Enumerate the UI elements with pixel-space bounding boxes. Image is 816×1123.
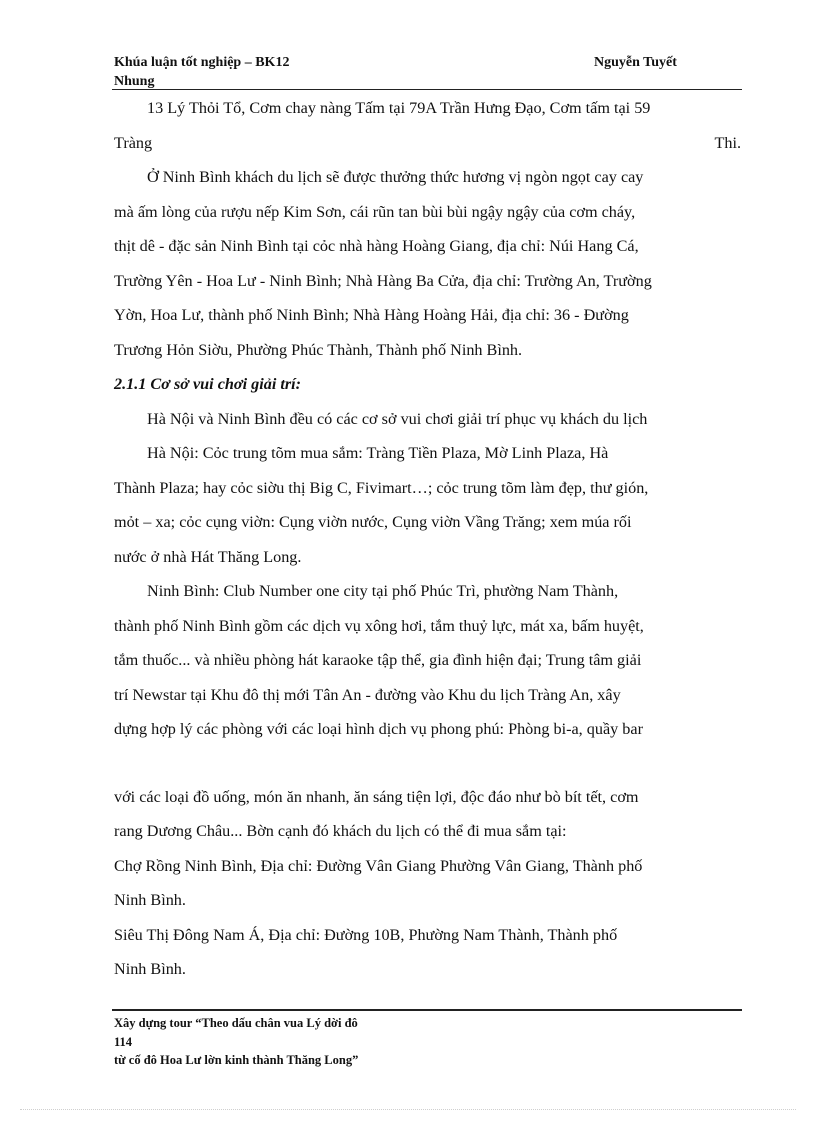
text-line: với các loại đồ uống, món ăn nhanh, ăn sáng tiện lợi, độc đáo như bò bít tết, cơm: [114, 787, 639, 806]
text-line: thịt dê - đặc sản Ninh Bình tại cỏc nhà hàng Hoàng Giang, địa chỉ: Núi Hang Cá,: [114, 237, 639, 255]
text-line: Chợ Rồng Ninh Bình, Địa chỉ: Đường Vân Giang Phường Vân Giang, Thành phố: [114, 856, 643, 875]
header-title: Khúa luận tốt nghiệp – BK12: [114, 55, 290, 70]
text-line: Hà Nội và Ninh Bình đều có các cơ sở vui chơi giải trí phục vụ khách du lịch: [147, 409, 648, 428]
text-line: Yờn, Hoa Lư, thành phố Ninh Bình; Nhà Hàng Hoàng Hải, địa chỉ: 36 - Đường: [114, 306, 629, 324]
page-number: 114: [114, 1034, 133, 1049]
text-line: Trương Hỏn Siờu, Phường Phúc Thành, Thành phố Ninh Bình.: [114, 340, 523, 359]
text-line: rang Dương Châu... Bờn cạnh đó khách du lịch có thể đi mua sắm tại:: [114, 822, 567, 840]
text-line: trí Newstar tại Khu đô thị mới Tân An - đường vào Khu du lịch Tràng An, xây: [114, 685, 621, 704]
section-heading: 2.1.1 Cơ sở vui chơi giải trí:: [114, 375, 302, 393]
text-line: Trường Yên - Hoa Lư - Ninh Bình; Nhà Hàng Ba Cửa, địa chỉ: Trường An, Trường: [114, 271, 652, 290]
text-line: mà ấm lòng của rượu nếp Kim Sơn, cái rũn tan bùi bùi ngậy ngậy của cơm cháy,: [114, 202, 636, 221]
text-line: Ninh Bình: Club Number one city tại phố Phúc Trì, phường Nam Thành,: [147, 582, 619, 600]
footer: [114, 1014, 358, 1070]
header-author: Nguyễn Tuyết: [594, 55, 677, 70]
text-line: nước ở nhà Hát Thăng Long.: [114, 547, 302, 566]
text-line: Tràng Thi.: [114, 133, 741, 152]
paragraph-gap: [114, 747, 741, 780]
text-line: Ninh Bình.: [114, 891, 186, 909]
text-line: mỏt – xa; cỏc cụng viờn: Cụng viờn nước, Cụng viờn Vầng Trăng; xem múa rối: [114, 513, 632, 531]
footer-rule: [112, 1009, 742, 1011]
document-body: [114, 91, 741, 987]
page-edge-divider: [20, 1109, 796, 1110]
text-line: thành phố Ninh Bình gồm các dịch vụ xông hơi, tắm thuỷ lực, mát xa, bấm huyệt,: [114, 616, 644, 635]
text-line: Hà Nội: Cỏc trung tõm mua sắm: Tràng Tiền Plaza, Mờ Linh Plaza, Hà: [147, 444, 609, 462]
text-line: Siêu Thị Đông Nam Á, Địa chỉ: Đường 10B, Phường Nam Thành, Thành phố: [114, 925, 618, 944]
text-line: 13 Lý Thỏi Tổ, Cơm chay nàng Tấm tại 79A Trần Hưng Đạo, Cơm tấm tại 59: [147, 99, 651, 117]
text-line: Thành Plaza; hay cỏc siờu thị Big C, Fivimart…; cỏc trung tõm làm đẹp, thư gión,: [114, 478, 649, 497]
footer-line-2: từ cố đô Hoa Lư lờn kinh thành Thăng Long”: [114, 1053, 359, 1067]
text-line: tắm thuốc... và nhiều phòng hát karaoke tập thể, gia đình hiện đại; Trung tâm giải: [114, 651, 642, 669]
footer-line-1: Xây dựng tour “Theo dấu chân vua Lý dời đô: [114, 1016, 358, 1030]
header-author-cont: Nhung: [114, 74, 155, 89]
header-left: [114, 53, 354, 91]
text-line: dựng hợp lý các phòng với các loại hình dịch vụ phong phú: Phòng bi-a, quầy bar: [114, 720, 643, 738]
text-line: Ninh Bình.: [114, 960, 186, 978]
text-line: Ở Ninh Bình khách du lịch sẽ được thưởng thức hương vị ngòn ngọt cay cay: [147, 168, 644, 186]
header-rule: [112, 89, 742, 90]
